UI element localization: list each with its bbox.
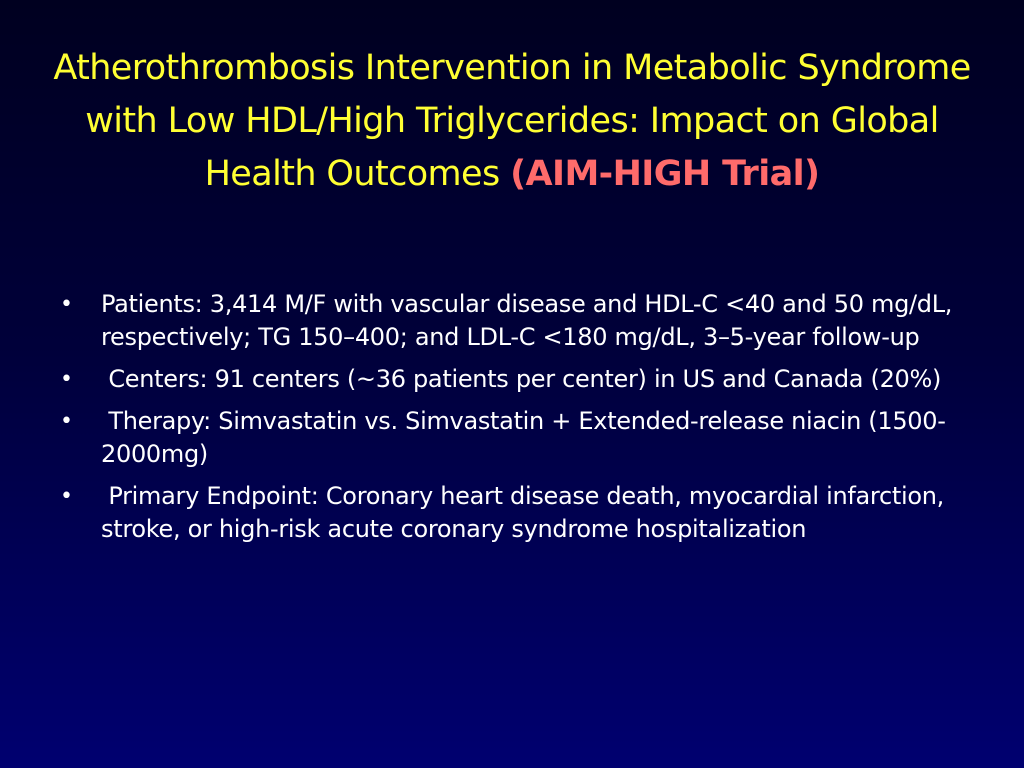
bullet-item-therapy xyxy=(60,405,960,471)
slide-title-accent: (AIM-HIGH Trial) xyxy=(510,154,820,194)
bullet-text-endpoint: Primary Endpoint: Coronary heart disease death, myocardial infarction, stroke, or high-risk acute coronary syndrome hospitalization xyxy=(101,482,952,543)
slide-title-main: Atherothrombosis Intervention in Metabolic Syndrome with Low HDL/High Triglycerides: Impact on Global Health Outcomes xyxy=(53,48,971,194)
bullet-dot-icon: • xyxy=(60,409,73,434)
bullet-list xyxy=(60,288,960,555)
bullet-text-patients: Patients: 3,414 M/F with vascular disease and HDL-C <40 and 50 mg/dL, respectively; TG 150–400; and LDL-C <180 mg/dL, 3–5-year follow-up xyxy=(101,290,953,351)
bullet-item-endpoint xyxy=(60,480,960,546)
bullet-dot-icon: • xyxy=(60,367,73,392)
bullet-text-centers: Centers: 91 centers (~36 patients per center) in US and Canada (20%) xyxy=(101,365,942,393)
bullet-text-therapy: Therapy: Simvastatin vs. Simvastatin + Extended-release niacin (1500-2000mg) xyxy=(101,407,946,468)
slide-title xyxy=(30,42,994,201)
bullet-dot-icon: • xyxy=(60,484,73,509)
bullet-item-patients xyxy=(60,288,960,354)
bullet-dot-icon: • xyxy=(60,292,73,317)
bullet-item-centers xyxy=(60,363,960,396)
